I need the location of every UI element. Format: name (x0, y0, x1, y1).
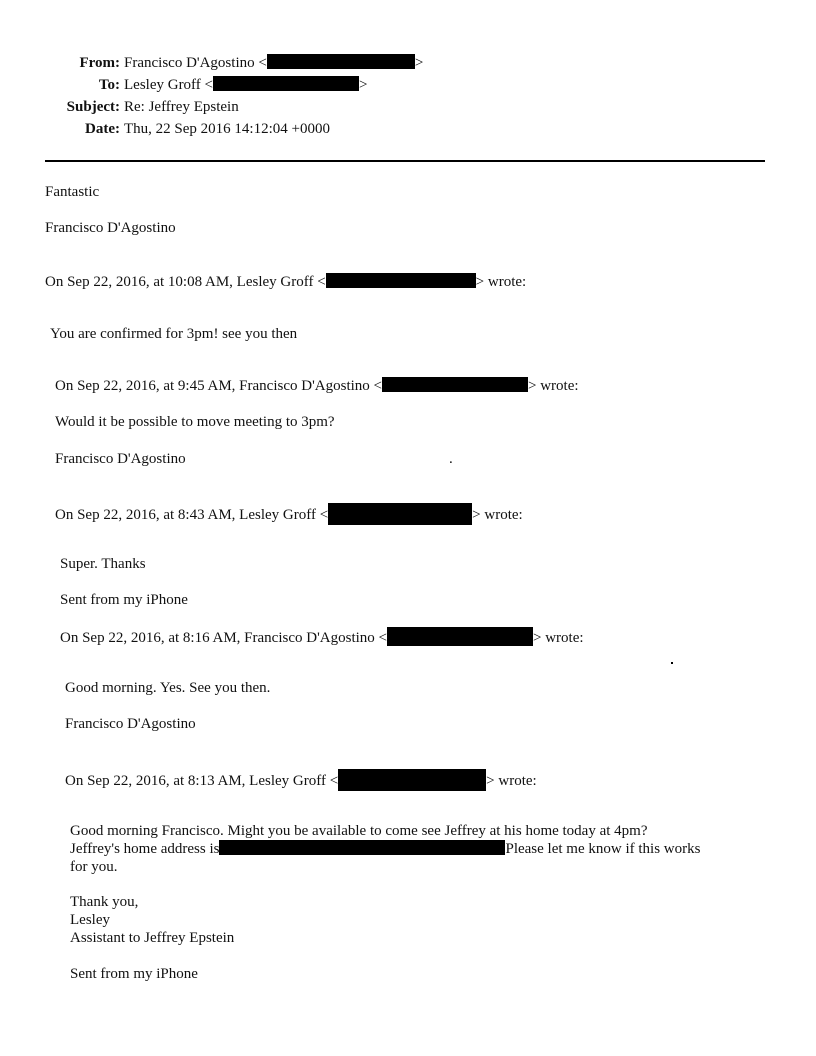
from-close: > (414, 55, 424, 71)
reply-text: Fantastic (45, 184, 100, 200)
sender-name: Lesley (70, 912, 110, 928)
attribution-text: On Sep 22, 2016, at 9:45 AM, Francisco D'Agostino < (55, 378, 382, 394)
subject-value: Re: Jeffrey Epstein (124, 99, 239, 115)
quoted-signature: Francisco D'Agostino (65, 716, 196, 732)
from-value (124, 54, 423, 72)
stray-mark (671, 662, 673, 664)
redaction-block (267, 54, 415, 69)
stray-dot: . (449, 451, 453, 467)
attribution-wrote: > wrote: (472, 507, 523, 523)
quoted-message: Would it be possible to move meeting to 3pm? (55, 414, 335, 430)
sent-from: Sent from my iPhone (70, 966, 198, 982)
redaction-block (387, 627, 533, 646)
quoted-signature: Francisco D'Agostino (55, 451, 186, 467)
subject-label: Subject: (66, 99, 120, 115)
date-label: Date: (85, 121, 120, 137)
redaction-block (326, 273, 476, 288)
redaction-block (328, 503, 472, 525)
message-text: Jeffrey's home address is (70, 841, 220, 857)
date-value: Thu, 22 Sep 2016 14:12:04 +0000 (124, 121, 330, 137)
attribution-text: On Sep 22, 2016, at 8:43 AM, Lesley Groff < (55, 507, 329, 523)
attribution-wrote: > wrote: (486, 773, 537, 789)
header-divider (45, 160, 765, 162)
quoted-message: for you. (70, 859, 118, 875)
attribution-wrote: > wrote: (527, 378, 579, 394)
quoted-message: Good morning Francisco. Might you be available to come see Jeffrey at his home today at 4pm? (70, 823, 648, 839)
redaction-block (219, 840, 505, 855)
to-label: To: (98, 77, 120, 93)
quoted-message: Super. Thanks (60, 556, 146, 572)
attribution-text: On Sep 22, 2016, at 10:08 AM, Lesley Groff < (45, 274, 326, 290)
reply-signature: Francisco D'Agostino (45, 220, 176, 236)
quoted-message (70, 840, 700, 858)
redaction-block (382, 377, 528, 392)
quote-attribution (55, 503, 523, 525)
quote-attribution (55, 377, 579, 395)
attribution-wrote: > wrote: (475, 274, 527, 290)
sent-from: Sent from my iPhone (60, 592, 188, 608)
from-name: Francisco D'Agostino < (124, 55, 267, 71)
attribution-text: On Sep 22, 2016, at 8:13 AM, Lesley Groff < (65, 773, 339, 789)
sender-title: Assistant to Jeffrey Epstein (70, 930, 235, 946)
from-label: From: (79, 55, 120, 71)
closing: Thank you, (70, 894, 139, 910)
to-close: > (359, 77, 368, 93)
quoted-message: Good morning. Yes. See you then. (65, 680, 271, 696)
to-name: Lesley Groff < (124, 77, 213, 93)
to-value (124, 76, 367, 94)
quote-attribution (65, 769, 537, 791)
attribution-wrote: > wrote: (532, 630, 584, 646)
redaction-block (338, 769, 486, 791)
quoted-message: You are confirmed for 3pm! see you then (50, 326, 298, 342)
redaction-block (213, 76, 359, 91)
attribution-text: On Sep 22, 2016, at 8:16 AM, Francisco D'Agostino < (60, 630, 387, 646)
quote-attribution (60, 627, 584, 647)
message-text: Please let me know if this works (505, 841, 701, 857)
quote-attribution (45, 273, 526, 291)
